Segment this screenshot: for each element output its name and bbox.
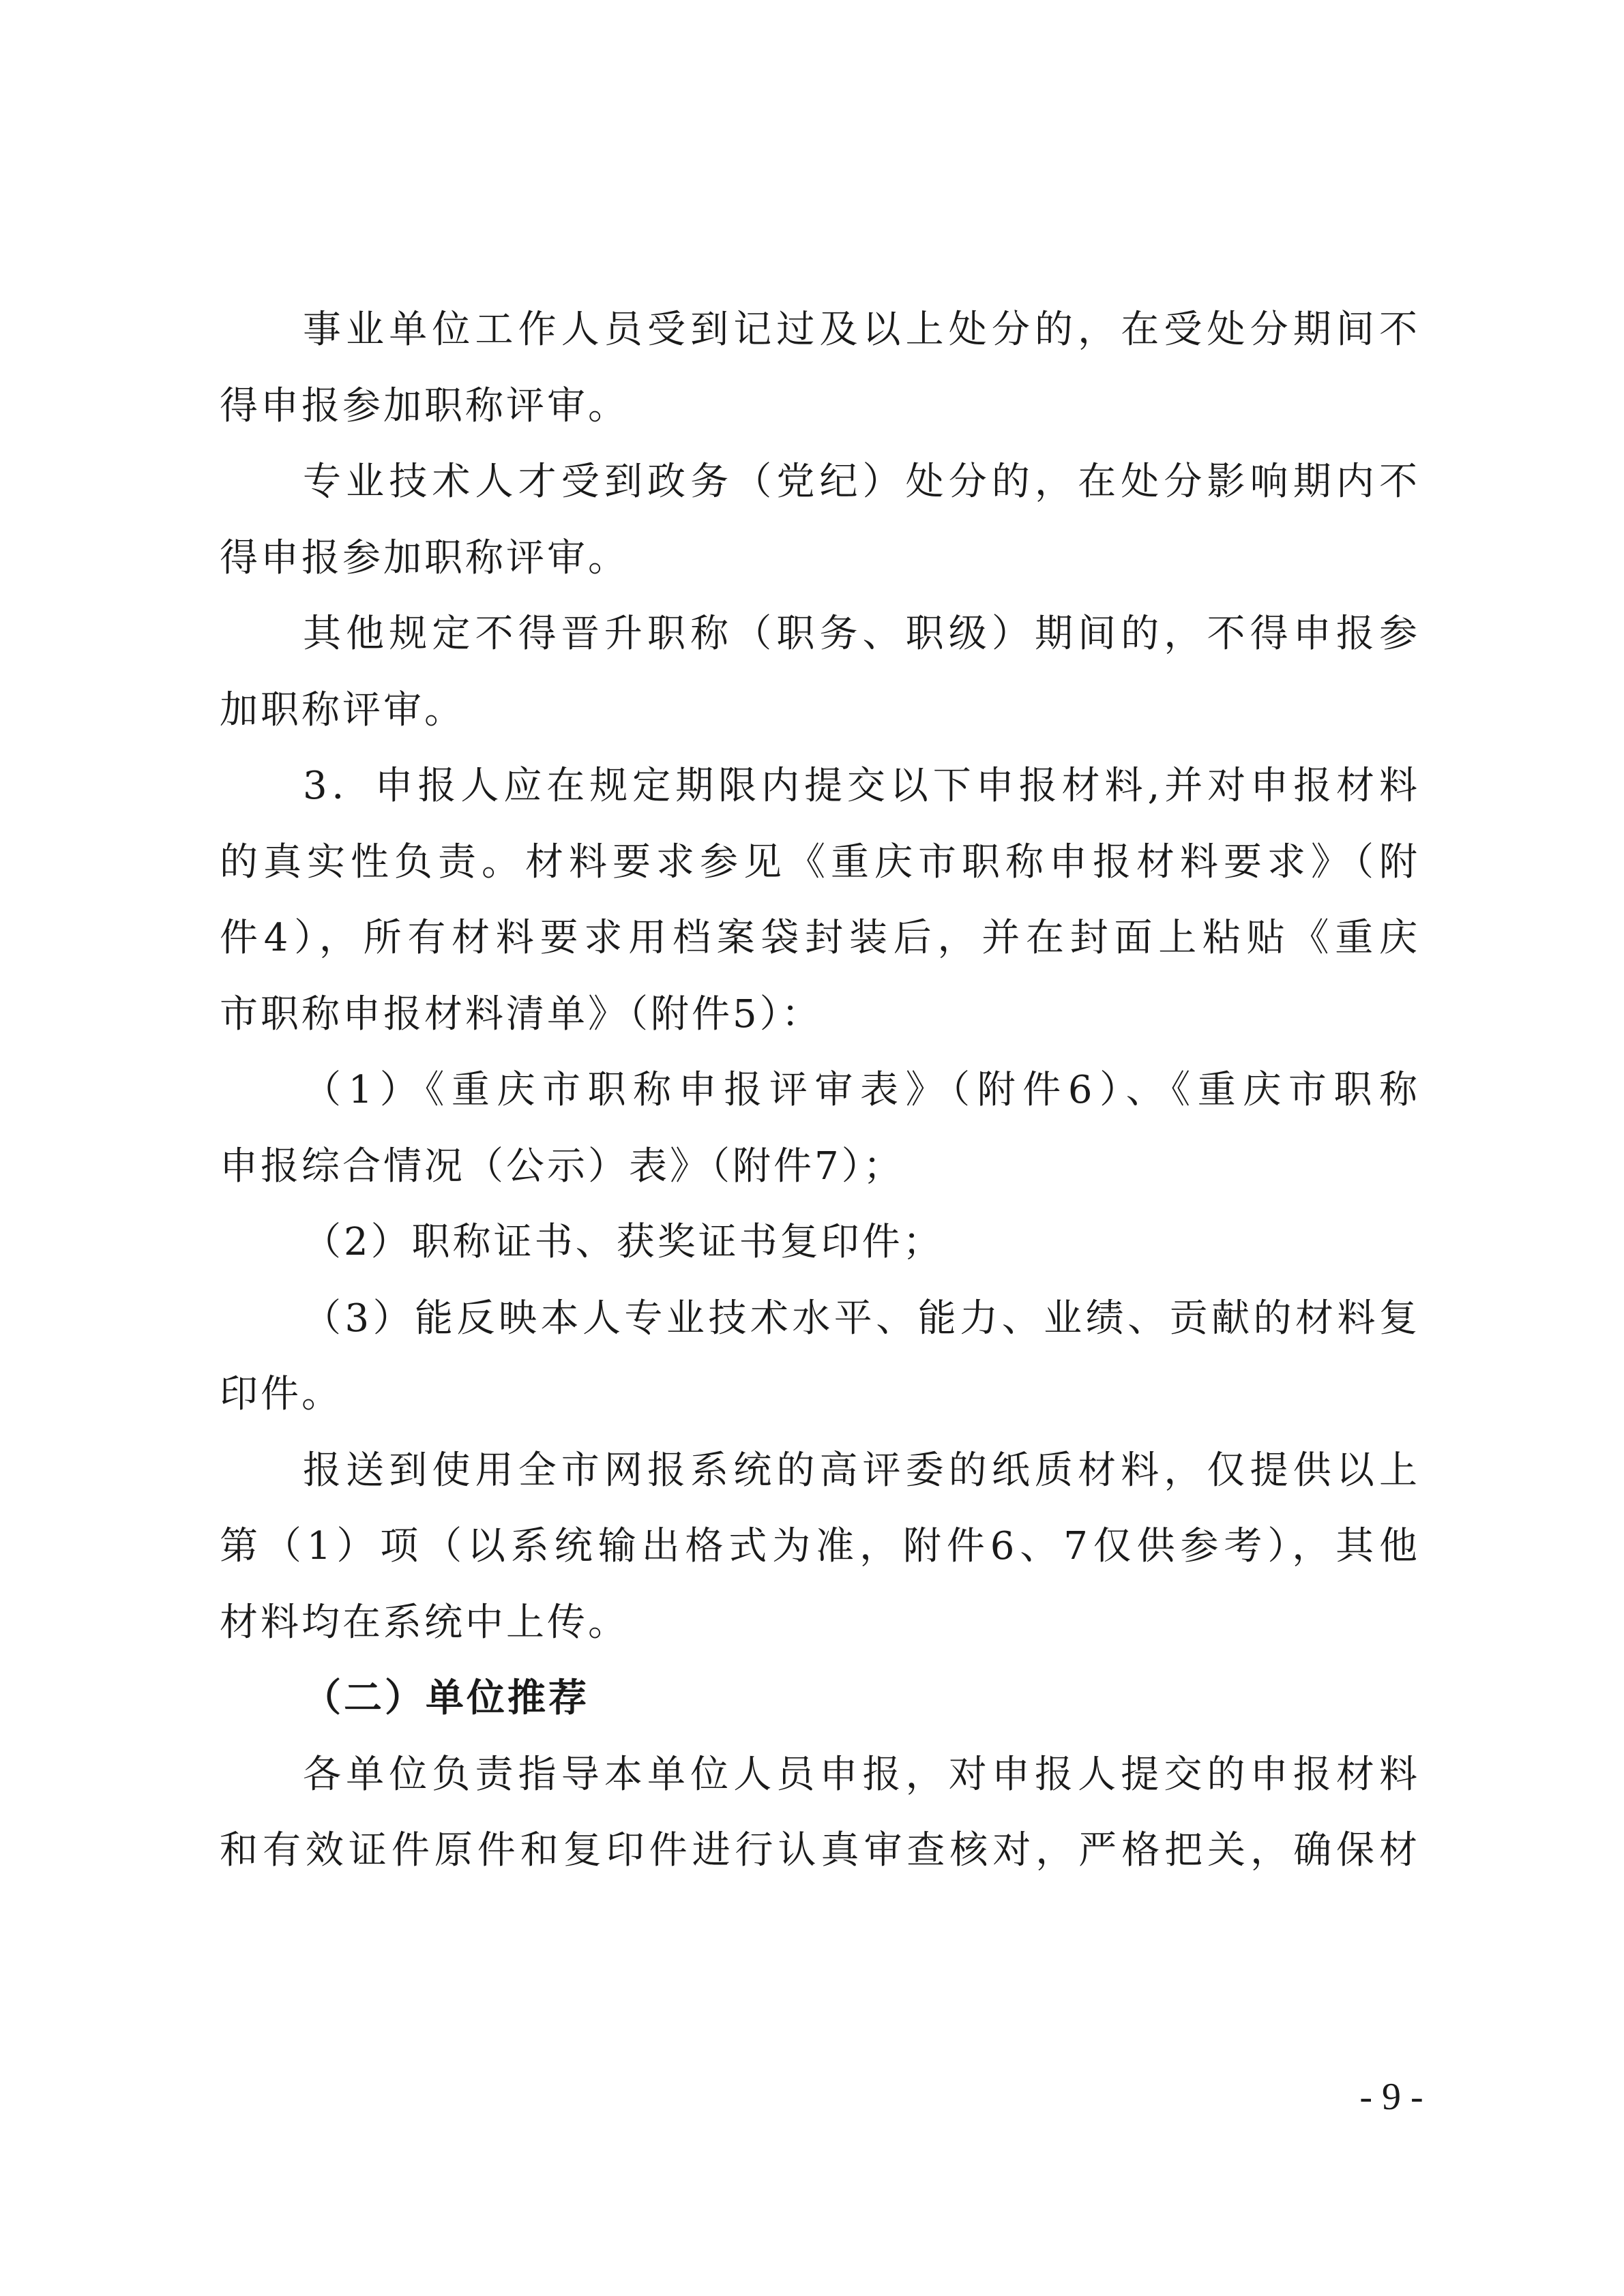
text-line: 市职称申报材料清单》（附件5）：: [220, 992, 823, 1037]
section-heading: （二）单位推荐: [303, 1675, 589, 1720]
text-line: 事业单位工作人员受到记过及以上处分的，在受处分期间不: [303, 308, 1420, 352]
text-line: （1）《重庆市职称申报评审表》（附件6）、《重庆市职称: [303, 1068, 1420, 1112]
text-line: 材料均在系统中上传。: [220, 1600, 629, 1645]
text-line: 加职称评审。: [220, 687, 465, 732]
text-line: （3）能反映本人专业技术水平、能力、业绩、贡献的材料复: [303, 1296, 1420, 1341]
text-line: 印件。: [220, 1372, 342, 1416]
text-line: 申报综合情况（公示）表》（附件7）；: [220, 1144, 904, 1189]
text-line: 的真实性负责。材料要求参见《重庆市职称申报材料要求》（附: [220, 839, 1420, 884]
page-number: - 9 -: [1359, 2076, 1423, 2118]
text-line: 得申报参加职称评审。: [220, 383, 629, 428]
text-line: 其他规定不得晋升职称（职务、职级）期间的，不得申报参: [303, 612, 1420, 656]
text-line: 3．申报人应在规定期限内提交以下申报材料,并对申报材料: [303, 764, 1420, 808]
text-line: 第（1）项（以系统输出格式为准，附件6、7仅供参考），其他: [220, 1524, 1420, 1568]
text-line: （2）职称证书、获奖证书复印件；: [303, 1220, 944, 1264]
text-line: 各单位负责指导本单位人员申报，对申报人提交的申报材料: [303, 1752, 1420, 1797]
text-line: 件4），所有材料要求用档案袋封装后，并在封面上粘贴《重庆: [220, 916, 1420, 960]
text-line: 得申报参加职称评审。: [220, 535, 629, 580]
body-text: [220, 292, 1420, 1889]
text-line: 和有效证件原件和复印件进行认真审查核对，严格把关，确保材: [220, 1828, 1420, 1873]
text-line: 专业技术人才受到政务（党纪）处分的，在处分影响期内不: [303, 460, 1420, 504]
text-line: 报送到使用全市网报系统的高评委的纸质材料，仅提供以上: [303, 1448, 1420, 1493]
